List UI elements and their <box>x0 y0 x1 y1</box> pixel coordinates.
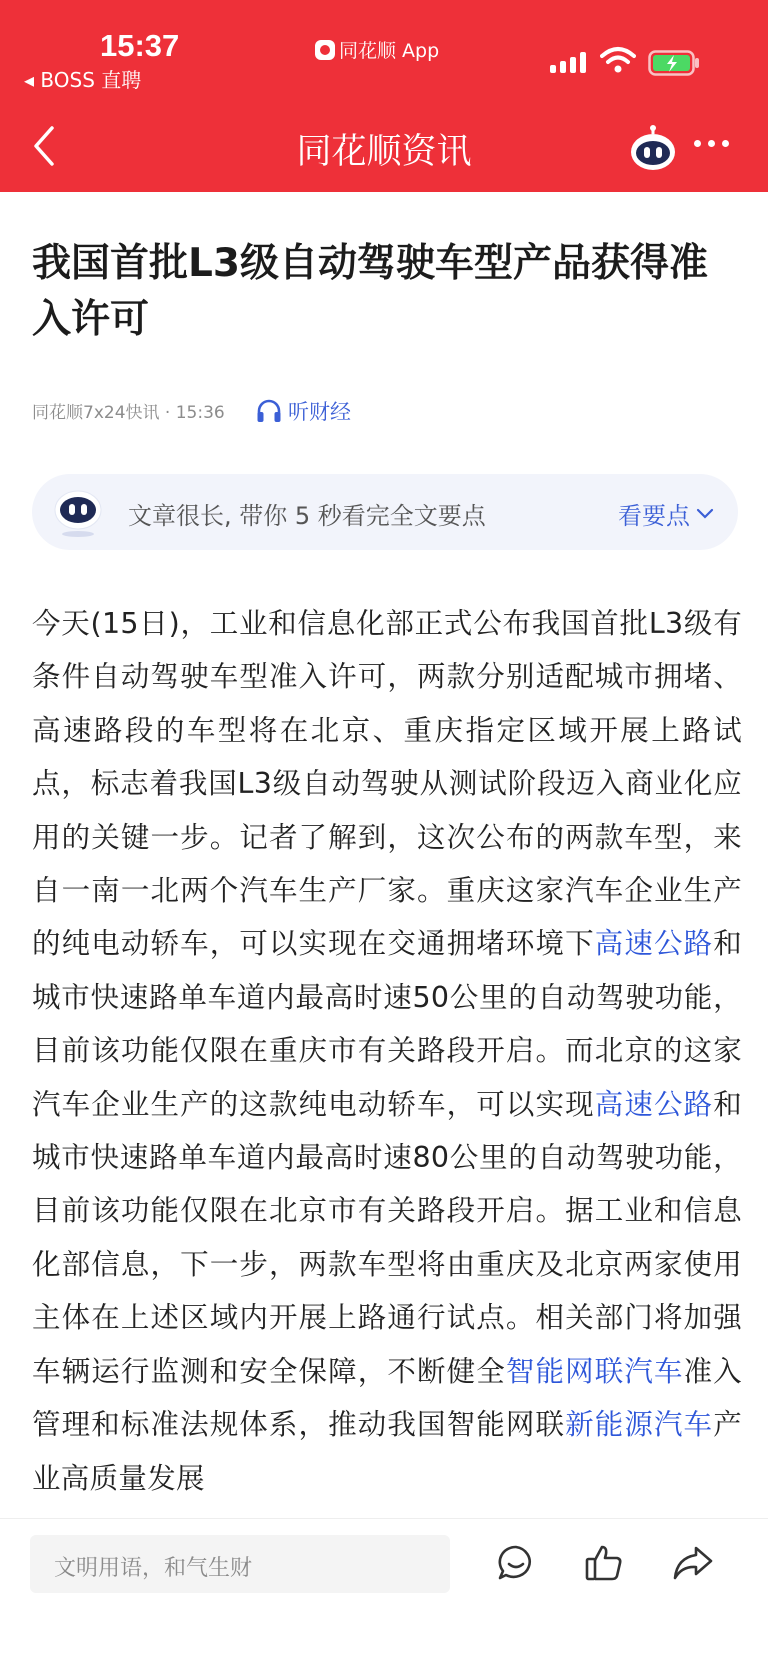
bottom-action-bar <box>0 1518 768 1671</box>
summary-text: 文章很长, 带你 5 秒看完全文要点 <box>128 502 486 530</box>
signal-icon <box>550 52 586 73</box>
body-text-segment: 产业高质量发展 <box>32 1408 742 1495</box>
comment-placeholder: 文明用语，和气生财 <box>54 1556 253 1581</box>
status-time: 15:37 <box>100 28 180 63</box>
article-body <box>32 597 742 1505</box>
robot-assistant-icon <box>50 486 106 538</box>
view-keypoints-button[interactable] <box>618 496 714 531</box>
wifi-icon <box>600 46 636 74</box>
body-text-segment: 今天(15日)，工业和信息化部正式公布我国首批L3级有条件自动驾驶车型准入许可，两款分别适配城市拥堵、高速路段的车型将在北京、重庆指定区域开展上路试点，标志着我国L3级自动驾驶从测试阶段迈入商业化应用的关键一步。记者了解到，这次公布的两款车型，来自一南一北两个汽车生产厂家。重庆这家汽车企业生产的纯电动轿车，可以实现在交通拥堵环境下 <box>32 607 742 961</box>
body-text-segment: 和城市快速路单车道内最高时速50公里的自动驾驶功能，目前该功能仅限在重庆市有关路段开启。而北京的这家汽车企业生产的这款纯电动轿车，可以实现 <box>32 927 742 1121</box>
keyword-link[interactable]: 高速公路 <box>594 927 714 961</box>
listen-button[interactable] <box>256 396 351 426</box>
page-title: 同花顺资讯 <box>296 132 472 172</box>
keyword-link[interactable]: 智能网联汽车 <box>505 1354 684 1388</box>
listen-label: 听财经 <box>288 400 351 424</box>
status-center-app <box>315 36 439 63</box>
body-text-segment: 和城市快速路单车道内最高时速80公里的自动驾驶功能，目前该功能仅限在北京市有关路段开启。据工业和信息化部信息，下一步，两款车型将由重庆及北京两家使用主体在上述区域内开展上路通行试点。相关部门将加强车辆运行监测和安全保障，不断健全 <box>32 1087 742 1388</box>
body-text-segment: 准入管理和标准法规体系，推动我国智能网联 <box>32 1354 742 1442</box>
like-icon[interactable] <box>584 1543 624 1583</box>
robot-assistant-icon[interactable] <box>628 122 678 172</box>
view-keypoints-label: 看要点 <box>618 502 690 530</box>
article-title: 我国首批L3级自动驾驶车型产品获得准入许可 <box>32 241 708 342</box>
more-icon[interactable] <box>694 140 729 147</box>
summary-card[interactable] <box>32 474 738 550</box>
battery-icon <box>648 50 700 76</box>
headphone-icon <box>256 399 282 423</box>
app-header <box>0 0 768 192</box>
chevron-down-icon <box>696 508 714 520</box>
keyword-link[interactable]: 新能源汽车 <box>565 1408 714 1442</box>
keyword-link[interactable]: 高速公路 <box>594 1087 714 1121</box>
article-meta: 同花顺7x24快讯 · 15:36 <box>32 403 225 423</box>
comment-input[interactable] <box>30 1535 450 1593</box>
status-center-app-label: 同花顺 App <box>339 40 440 62</box>
comment-icon[interactable] <box>496 1543 536 1583</box>
status-back-link[interactable]: ◂ BOSS 直聘 <box>24 68 142 92</box>
share-icon[interactable] <box>672 1543 714 1583</box>
app-logo-icon <box>315 40 335 60</box>
